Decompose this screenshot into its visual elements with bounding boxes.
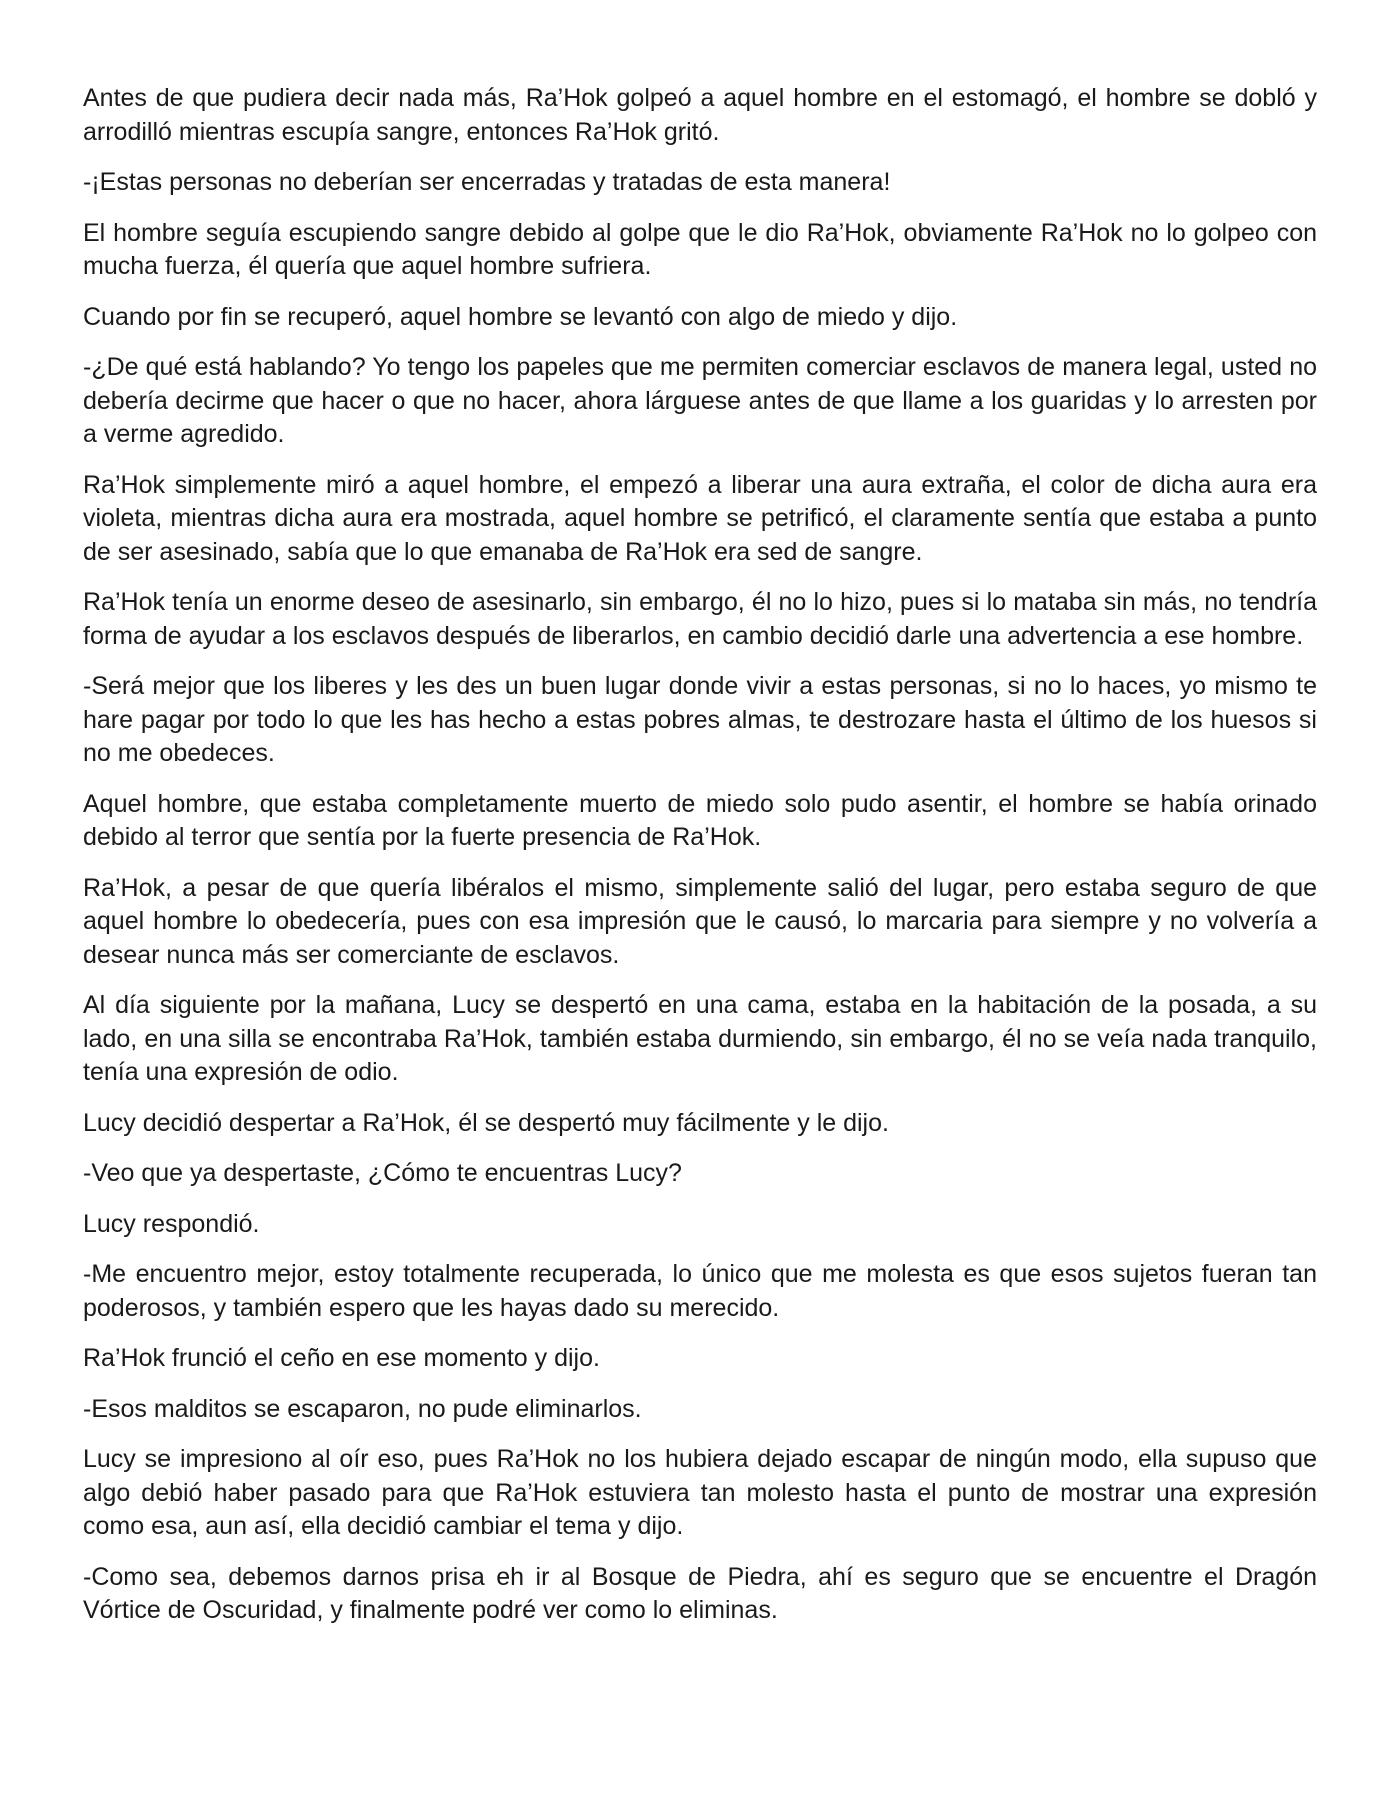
paragraph: Lucy decidió despertar a Ra’Hok, él se despertó muy fácilmente y le dijo. — [83, 1108, 889, 1137]
paragraph: Cuando por fin se recuperó, aquel hombre se levantó con algo de miedo y dijo. — [83, 302, 958, 331]
paragraph: Lucy respondió. — [83, 1209, 260, 1238]
paragraph: -Veo que ya despertaste, ¿Cómo te encuentras Lucy? — [83, 1159, 682, 1187]
paragraph: Ra’Hok simplemente miró a aquel hombre, el empezó a liberar una aura extraña, el color de dicha aura era violeta, mientras dicha aura era mostrada, aquel hombre se petrificó, el claramente sentía que estaba a punto de ser asesinado, sabía que lo que emanaba de Ra’Hok era sed de sangre. — [83, 470, 1317, 566]
document-page — [83, 82, 1317, 1645]
paragraph: -Será mejor que los liberes y les des un buen lugar donde vivir a estas personas, si no lo haces, yo mismo te hare pagar por todo lo que les has hecho a estas pobres almas, te destrozare hasta el último de los huesos si no me obedeces. — [83, 672, 1317, 767]
paragraph: Ra’Hok, a pesar de que quería libéralos el mismo, simplemente salió del lugar, pero estaba seguro de que aquel hombre lo obedecería, pues con esa impresión que le causó, lo marcaria para siempre y no volvería a desear nunca más ser comerciante de esclavos. — [83, 873, 1317, 969]
paragraph: -Me encuentro mejor, estoy totalmente recuperada, lo único que me molesta es que esos sujetos fueran tan poderosos, y también espero que les hayas dado su merecido. — [83, 1260, 1317, 1322]
paragraph: Antes de que pudiera decir nada más, Ra’Hok golpeó a aquel hombre en el estomagó, el hombre se dobló y arrodilló mientras escupía sangre, entonces Ra’Hok gritó. — [83, 84, 1317, 146]
paragraph: -¡Estas personas no deberían ser encerradas y tratadas de esta manera! — [83, 168, 891, 196]
paragraph: -Como sea, debemos darnos prisa eh ir al Bosque de Piedra, ahí es seguro que se encuentre el Dragón Vórtice de Oscuridad, y finalmente podré ver como lo eliminas. — [83, 1562, 1317, 1624]
paragraph: -Esos malditos se escaparon, no pude eliminarlos. — [83, 1394, 642, 1423]
paragraph: Aquel hombre, que estaba completamente muerto de miedo solo pudo asentir, el hombre se había orinado debido al terror que sentía por la fuerte presencia de Ra’Hok. — [83, 789, 1317, 851]
paragraph: Lucy se impresiono al oír eso, pues Ra’Hok no los hubiera dejado escapar de ningún modo, ella supuso que algo debió haber pasado para que Ra’Hok estuviera tan molesto hasta el punto de mostrar una expresión como esa, aun así, ella decidió cambiar el tema y dijo. — [83, 1445, 1317, 1540]
paragraph: Ra’Hok frunció el ceño en ese momento y dijo. — [83, 1344, 600, 1372]
paragraph: El hombre seguía escupiendo sangre debido al golpe que le dio Ra’Hok, obviamente Ra’Hok no lo golpeo con mucha fuerza, él quería que aquel hombre sufriera. — [83, 218, 1317, 280]
paragraph: -¿De qué está hablando? Yo tengo los papeles que me permiten comerciar esclavos de manera legal, usted no debería decirme que hacer o que no hacer, ahora lárguese antes de que llame a los guaridas y lo arresten por a verme agredido. — [83, 353, 1317, 448]
paragraph: Al día siguiente por la mañana, Lucy se despertó en una cama, estaba en la habitación de la posada, a su lado, en una silla se encontraba Ra’Hok, también estaba durmiendo, sin embargo, él no se veía nada tranquilo, tenía una expresión de odio. — [83, 991, 1317, 1086]
paragraph: Ra’Hok tenía un enorme deseo de asesinarlo, sin embargo, él no lo hizo, pues si lo mataba sin más, no tendría forma de ayudar a los esclavos después de liberarlos, en cambio decidió darle una advertencia a ese hombre. — [83, 588, 1317, 650]
